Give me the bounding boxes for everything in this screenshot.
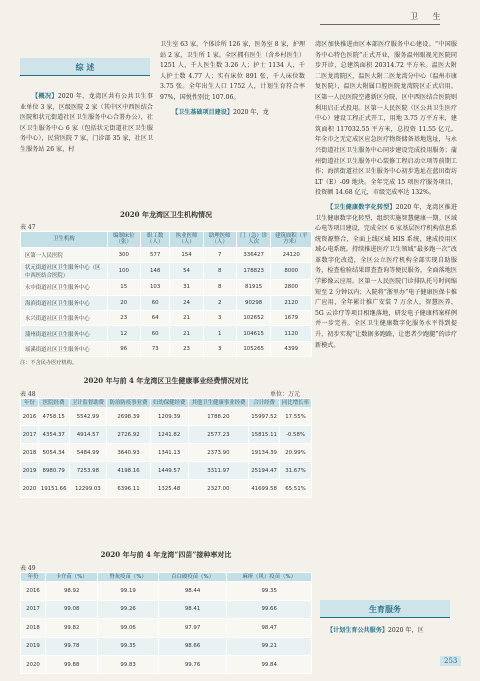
paragraph-text: 2020 年，龙湾区共有公共卫生事业单位 3 家，区级医院 2 家（其中区中西医结合医院和状元街道社区卫生服务中心合署办公），社区卫生服务中心 6 家（包括状元街道社区卫生服务中心），民营医院 7 家，门诊部 35 家，社区卫生服务站 26 家，村: [20, 93, 153, 153]
table-row: [21, 341, 312, 356]
column-header: 妇幼保健经费: [150, 399, 188, 408]
table-cell: 8: [203, 263, 236, 280]
table-cell: 4758.15: [38, 408, 69, 426]
table-cell: 21: [170, 310, 203, 325]
table-cell: 31.67%: [279, 462, 311, 480]
table-cell: 4914.57: [69, 426, 107, 444]
table-cell: 2017: [21, 426, 39, 444]
paragraph: [315, 203, 457, 351]
table-cell: 12299.03: [69, 480, 107, 498]
table-cell: 98.92: [45, 582, 97, 600]
table-cell: 99.78: [45, 637, 97, 655]
table-cell: 99.88: [45, 655, 97, 673]
table-row: [21, 582, 312, 600]
table-cell: 99.66: [227, 600, 312, 618]
right-column-text: [315, 40, 457, 352]
table-cell: 8: [203, 280, 236, 295]
table-cell: 12: [107, 326, 140, 341]
table-row: [21, 247, 312, 262]
table-cell: 2120: [271, 295, 312, 310]
table-cell: 2726.92: [107, 426, 151, 444]
table-cell: 2800: [271, 280, 312, 295]
table-cell: 2020: [21, 655, 46, 673]
column-header: 医院经费: [38, 399, 69, 408]
table-row: [21, 655, 312, 673]
table-cell: 2018: [21, 619, 46, 637]
table-cell: 20: [107, 295, 140, 310]
table-cell: 1209.39: [150, 408, 188, 426]
table-row: [21, 310, 312, 325]
table-row: [21, 619, 312, 637]
table-cell: 海滨街道社区卫生服务中心: [21, 295, 108, 310]
table-cell: -0.58%: [279, 426, 311, 444]
table-cell: 3: [203, 341, 236, 356]
table-cell: 2018: [21, 444, 39, 462]
table-cell: 99.26: [98, 600, 158, 618]
table-row: [21, 637, 312, 655]
table-cell: 6396.11: [107, 480, 151, 498]
table-cell: 15: [107, 280, 140, 295]
table-cell: 99.21: [227, 637, 312, 655]
table-cell: 5542.99: [69, 408, 107, 426]
table-cell: 7: [203, 247, 236, 262]
table-cell: 81915: [236, 280, 271, 295]
table-title: 2020 年龙湾区卫生机构情况: [120, 210, 212, 219]
table-cell: 2019: [21, 462, 39, 480]
page-number: 253: [440, 656, 461, 666]
table-cell: 2373.90: [188, 444, 249, 462]
column-header: 脊灰疫苗（%）: [98, 573, 158, 582]
paragraph-text: 2020 年，龙: [232, 108, 269, 116]
table-cell: 99.35: [227, 582, 312, 600]
table-cell: 577: [140, 247, 170, 262]
paragraph-text: 2020 年，区: [387, 627, 424, 634]
column-header: 麻疹（风）疫苗（%）: [227, 573, 312, 582]
column-header: 职工数（人）: [140, 232, 170, 248]
table-cell: 3: [203, 310, 236, 325]
table-cell: 3311.97: [188, 462, 249, 480]
table-cell: 20.99%: [279, 444, 311, 462]
overview-text: [20, 92, 153, 157]
column-header: 卡介苗（%）: [45, 573, 97, 582]
section-title-overview: 综 述: [20, 58, 150, 76]
paragraph-text: 卫生室 63 家，个体诊所 126 家，医务室 8 家，护理站 2 家，卫生所 1 家。全区拥有医生（含乡村医生）1251 人，千人医生数 3.26 人；护士 1134 人，千人护士数 4.77 人；实有床位 891 张，千人床位数 3.75 张。全年出生人口 1752 人，计划生育符合率 97%，国悦性别比 107.06。: [160, 41, 305, 101]
vaccination-rate-table: [20, 572, 312, 674]
column-header: 卫生机构: [21, 232, 108, 248]
table-cell: 2016: [21, 582, 46, 600]
overview-continued: [160, 40, 305, 119]
table-cell: 1679: [271, 310, 312, 325]
table-cell: 5054.34: [38, 444, 69, 462]
table-title: 2020 年与前 4 年龙湾区卫生健康事业经费情况对比: [83, 376, 249, 385]
table-cell: 23: [170, 341, 203, 356]
table-note: 注：不含民办医疗机构。: [20, 360, 78, 366]
table-row: [21, 462, 312, 480]
table-cell: 3640.93: [107, 444, 151, 462]
table-cell: 64: [140, 310, 170, 325]
table-cell: 98.44: [158, 582, 227, 600]
table-cell: 154: [170, 247, 203, 262]
table-cell: 98.66: [158, 637, 227, 655]
table-cell: 97.97: [158, 619, 227, 637]
table-cell: 1120: [271, 326, 312, 341]
table-cell: 99.19: [98, 582, 158, 600]
table-cell: 21: [170, 326, 203, 341]
table-row: [21, 263, 312, 280]
table-number: 表 47: [20, 224, 36, 231]
table-cell: 178823: [236, 263, 271, 280]
column-header: 同比增长率: [279, 399, 311, 408]
header-rule: [320, 24, 440, 25]
table-cell: 99.06: [98, 619, 158, 637]
table-cell: 105265: [236, 341, 271, 356]
table-row: [21, 408, 312, 426]
table-cell: 31: [170, 280, 203, 295]
table-cell: 96: [107, 341, 140, 356]
table-cell: 98.47: [227, 619, 312, 637]
table-cell: 99.35: [98, 637, 158, 655]
table-cell: 1325.48: [150, 480, 188, 498]
table-cell: 17.55%: [279, 408, 311, 426]
column-header: 执业医师（人）: [170, 232, 203, 248]
table-cell: 41699.58: [249, 480, 280, 498]
column-header: 其他卫生健康事业经费: [188, 399, 249, 408]
column-header: 防治防疫事业费: [107, 399, 151, 408]
birth-services-text: [315, 626, 457, 638]
paragraph: [315, 626, 457, 637]
table-cell: 336427: [236, 247, 271, 262]
running-header: 卫 生: [410, 12, 447, 21]
table-cell: 99.84: [227, 655, 312, 673]
table-number: 表 49: [20, 565, 36, 572]
table-cell: 25194.47: [249, 462, 280, 480]
keyword: 【卫生基础项目建设】: [172, 108, 233, 116]
table-cell: 99.82: [45, 619, 97, 637]
table-cell: 103: [140, 280, 170, 295]
table-cell: 4198.16: [107, 462, 151, 480]
keyword: 【概况】: [32, 93, 58, 100]
table-cell: 永中街道社区卫生服务中心: [21, 280, 108, 295]
table-cell: 1788.20: [188, 408, 249, 426]
table-unit: 单位：万元: [270, 391, 301, 398]
table-cell: 7253.98: [69, 462, 107, 480]
table-cell: 104615: [236, 326, 271, 341]
table-cell: 54: [170, 263, 203, 280]
table-cell: 100: [107, 263, 140, 280]
health-institutions-table: [20, 231, 312, 357]
table-cell: 状元街道社区卫生服务中心（区中西医结合医院）: [21, 263, 108, 280]
table-title: 2020 年与前 4 年龙湾“四苗”接种率对比: [100, 550, 232, 559]
table-cell: 60: [140, 295, 170, 310]
table-cell: 永兴街道社区卫生服务中心: [21, 310, 108, 325]
table-cell: 24120: [271, 247, 312, 262]
column-header: 助理医师（人）: [203, 232, 236, 248]
table-cell: 2019: [21, 637, 46, 655]
table-cell: 区第一人民医院: [21, 247, 108, 262]
table-cell: 73: [140, 341, 170, 356]
table-row: [21, 444, 312, 462]
table-row: [21, 600, 312, 618]
paragraph: [160, 108, 305, 119]
table-cell: 15815.11: [249, 426, 280, 444]
table-cell: 2698.39: [107, 408, 151, 426]
table-cell: 2577.23: [188, 426, 249, 444]
table-cell: 瑶溪街道社区卫生服务中心: [21, 341, 108, 356]
keyword: 【卫生健康数字化转型】: [327, 203, 396, 211]
column-header: 年份: [21, 399, 39, 408]
table-cell: 60: [140, 326, 170, 341]
table-cell: 8000: [271, 263, 312, 280]
table-row: [21, 280, 312, 295]
table-cell: 19134.39: [249, 444, 280, 462]
column-header: 年份: [21, 573, 46, 582]
table-cell: 65.51%: [279, 480, 311, 498]
table-cell: 8980.79: [38, 462, 69, 480]
paragraph: [20, 92, 153, 156]
table-cell: 24: [170, 295, 203, 310]
table-cell: 5484.99: [69, 444, 107, 462]
paragraph: [315, 40, 457, 199]
keyword: 【计划生育公共服务】: [327, 627, 388, 634]
table-cell: 99.83: [98, 655, 158, 673]
section-title-birth-services: 生育服务: [320, 600, 450, 618]
table-cell: 23: [107, 310, 140, 325]
table-cell: 4399: [271, 341, 312, 356]
column-header: 合计经费: [249, 399, 280, 408]
paragraph: [160, 40, 305, 104]
table-cell: 2016: [21, 408, 39, 426]
column-header: 百白破疫苗（%）: [158, 573, 227, 582]
table-row: [21, 326, 312, 341]
table-row: [21, 480, 312, 498]
table-cell: 2017: [21, 600, 46, 618]
table-cell: 15997.52: [249, 408, 280, 426]
table-cell: 蒲州街道社区卫生服务中心: [21, 326, 108, 341]
table-row: [21, 426, 312, 444]
table-cell: 4354.37: [38, 426, 69, 444]
table-cell: 90298: [236, 295, 271, 310]
table-cell: 2: [203, 295, 236, 310]
table-cell: 148: [140, 263, 170, 280]
column-header: 编制床位（张）: [107, 232, 140, 248]
table-cell: 19151.66: [38, 480, 69, 498]
column-header: 门（急）诊人次: [236, 232, 271, 248]
table-cell: 98.41: [158, 600, 227, 618]
health-funding-table: [20, 398, 312, 498]
paragraph-text: 2020 年，龙湾区推进卫生健康数字化转型，组织实施智慧健康一期。区域心电等项目建设，完成全区 6 家基层医疗机构信息系统资源整合，全面上线区域 HIS 系统，建成投用区域心电系统。持续推进医疗卫生领域“最多跑一次”改革数字化改造，全区公立医疗机构全部实现自助服务，检查检验结果即查查询等便民服务，全面落地医学影像云应用。区第一人民医院门诊排队托号时间缩短至 2 分钟以内；入院将“浙里办”电子健康医保卡推广应用，全年累计推广安装 7 万余人，智慧医养、5G 云诊疗等项目相继落地，研发电子健康档案样例并一步完善。全区卫生健康数字化服务水平得到提升，初步实现“让数据多跑路，让患者少跑腿”的诊疗新模式。: [315, 203, 457, 349]
table-cell: 300: [107, 247, 140, 262]
table-cell: 1341.13: [150, 444, 188, 462]
table-cell: 1241.82: [150, 426, 188, 444]
paragraph-text: 湾区加快推进由区本部医疗服务中心建设。“中国服务中心特色医院”正式开业，服务温州眼视光医院同步开诊，总建筑面积 20314.72 平方米。温医大附二医龙湾院区，温医大附二医龙湾分中心（温州市康复医院），温医大附属口腔医院龙湾院区正式启用。区第一人民医院空港新区分院、区中西医结合医院则利用启正式投用。区第一人民医院（区公共卫生医疗中心）建设工程正式开工，用地 3.75 万平方米，建筑面积 117032.55 平方米，总投资 11.55 亿元。年全市之无定成区应急医疗物资储备基地选址，与永兴街道社区卫生服务中心同步建设完成投用服务；蒲州街道社区卫生服务中心装修工程启动立项等前期工作；海滨街道社区卫生服务中心初步选址在蓝田街坊 LT（E）-09 地块。全年完成 15 项医疗服务项目，投资额 14.68 亿元，市级完成率达 132%。: [315, 41, 457, 197]
table-cell: 99.76: [158, 655, 227, 673]
column-header: 卫计监督助费: [69, 399, 107, 408]
table-cell: 1: [203, 326, 236, 341]
column-header: 建筑面积（平方米）: [271, 232, 312, 248]
table-cell: 2020: [21, 480, 39, 498]
table-cell: 2327.00: [188, 480, 249, 498]
table-cell: 102652: [236, 310, 271, 325]
table-number: 表 48: [20, 391, 36, 398]
table-cell: 1449.57: [150, 462, 188, 480]
table-row: [21, 295, 312, 310]
table-cell: 99.08: [45, 600, 97, 618]
